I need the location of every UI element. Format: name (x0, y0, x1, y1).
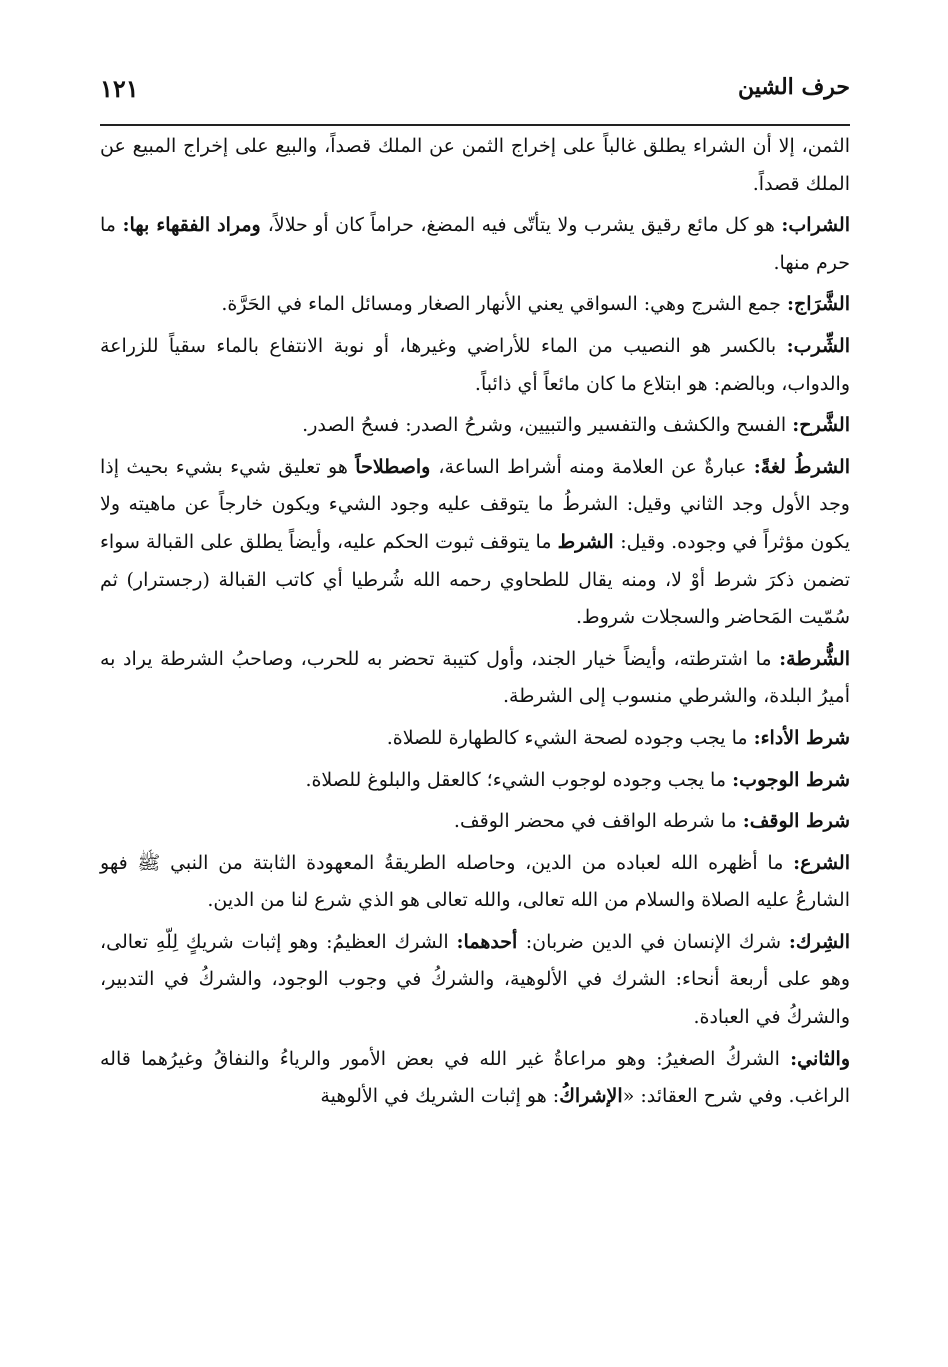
entry-term: الشِرك: (788, 930, 851, 953)
entry-definition: جمع الشرج وهي: السواقي يعني الأنهار الصغار ومسائل الماء في الحَرَّة. (221, 293, 787, 316)
entry-shart (100, 449, 850, 637)
entry-term: الشراب: (781, 214, 850, 237)
entry-term: شرط الوجوب: (732, 768, 850, 791)
entry-definition: الفسح والكشف والتفسير والتبيين، وشرحُ الصدر: فسحُ الصدر. (302, 414, 793, 437)
body-text (100, 128, 850, 1120)
paragraph-text: الثمن، إلا أن الشراء يطلق غالباً على إخراج الثمن عن الملك قصداً، والبيع على إخراج المبيع عن الملك قصداً. (100, 135, 850, 195)
entry-definition: ما اشترطته، وأيضاً خيار الجند، وأول كتيبة تحضر به للحرب، وصاحبُ الشرطة يراد به أميرُ البلدة، والشرطي منسوب إلى الشرطة. (100, 647, 850, 708)
entry-definition: الشركُ الصغيرُ: وهو مراعاةُ غير الله في بعض الأمور والرياءُ والنفاقُ وغيرُهما قاله الراغب. وفي شرح العقائد: « (100, 1047, 850, 1108)
entry-shirk (100, 924, 850, 1037)
entry-definition: شرك الإنسان في الدين ضربان: (525, 930, 789, 953)
entry-sharaj (100, 286, 850, 324)
page-header (100, 70, 850, 110)
entry-term: الشرع: (793, 851, 850, 874)
entry-term: والثاني: (790, 1047, 850, 1070)
entry-definition: هو كل مائع رقيق يشرب ولا يتأتّى فيه المضغ، حراماً كان أو حلالاً، (267, 214, 782, 237)
entry-sharh (100, 407, 850, 445)
entry-definition: ما يجب وجوده لصحة الشيء كالطهارة للصلاة. (386, 726, 754, 749)
entry-term: الشِّرب: (786, 334, 850, 357)
entry-sharab (100, 207, 850, 282)
entry-shart-al-wujub (100, 762, 850, 800)
paragraph-continuation (100, 128, 850, 203)
entry-definition: ما شرطه الواقف في محضر الوقف. (453, 810, 743, 833)
entry-definition-2: هو تعليق شيء بشيء بحيث إذا وجد الأول وجد الثاني وقيل: الشرطُ ما يتوقف عليه وجود الشيء ويكون خارجاً عن ماهيته ولا يكون مؤثراً في وجوده. وقيل: (100, 455, 850, 553)
entry-term: شرط الأداء: (753, 726, 850, 749)
entry-shirk-second (100, 1041, 850, 1116)
entry-definition-2: الشرك العظيمُ: وهو إثبات شريكٍ لِلّهِ تعالى، وهو على أربعة أنحاء: الشرك في الألوهية، والشركُ في وجوب الوجود، والشركُ في التدبير، والشركُ في العبادة. (100, 930, 850, 1029)
entry-term: شرط الوقف: (742, 810, 850, 833)
header-divider (100, 124, 850, 126)
entry-shart-al-adaa (100, 720, 850, 758)
entry-term: الشَّرَاج: (786, 293, 850, 316)
entry-subterm: الإشراكُ (559, 1085, 623, 1108)
page-number: ١٢١ (100, 74, 139, 103)
entry-shirb (100, 328, 850, 403)
entry-subterm-2: الشرط (557, 530, 621, 553)
entry-subterm: ومراد الفقهاء بها: (122, 214, 268, 237)
entry-term: الشرطُ لغةً: (753, 455, 850, 478)
running-head-title: حرف الشين (737, 74, 850, 100)
entry-shurta (100, 641, 850, 716)
entry-definition: عبارةٌ عن العلامة ومنه أشراط الساعة، (438, 455, 754, 478)
entry-definition-2: : هو إثبات الشريك في الألوهية (320, 1085, 560, 1108)
entry-definition: ما أظهره الله لعباده من الدين، وحاصله الطريقةُ المعهودة الثابتة من النبي ﷺ فهو الشارعُ عليه الصلاة والسلام من الله تعالى، والله تعالى هو الذي شرع لنا من الدين. (100, 851, 850, 912)
entry-shar (100, 845, 850, 920)
entry-term: الشَّرح: (792, 414, 850, 437)
entry-definition-2: ما حرم منها. (100, 214, 850, 274)
entry-subterm: واصطلاحاً (355, 455, 439, 478)
entry-definition-3: ما يتوقف ثبوت الحكم عليه، وأيضاً يطلق على القبالة سواء تضمن ذكرَ شرط أوْ لا، ومنه يقال للطحاوي رحمه الله شُرطيا أي كاتب القبالة (رجسترار) ثم سُمّيت المَحاضر والسجلات شروط. (100, 530, 850, 629)
entry-shart-al-waqf (100, 803, 850, 841)
entry-definition: بالكسر هو النصيب من الماء للأراضي وغيرها، أو نوبة الانتفاع بالماء سقياً للزراعة والدواب، وبالضم: هو ابتلاع ما كان مائعاً أي ذائباً. (100, 334, 850, 395)
entry-definition: ما يجب وجوده لوجوب الشيء؛ كالعقل والبلوغ للصلاة. (305, 768, 733, 791)
entry-subterm: أحدهما: (456, 930, 526, 953)
entry-term: الشُّرطة: (779, 647, 850, 670)
